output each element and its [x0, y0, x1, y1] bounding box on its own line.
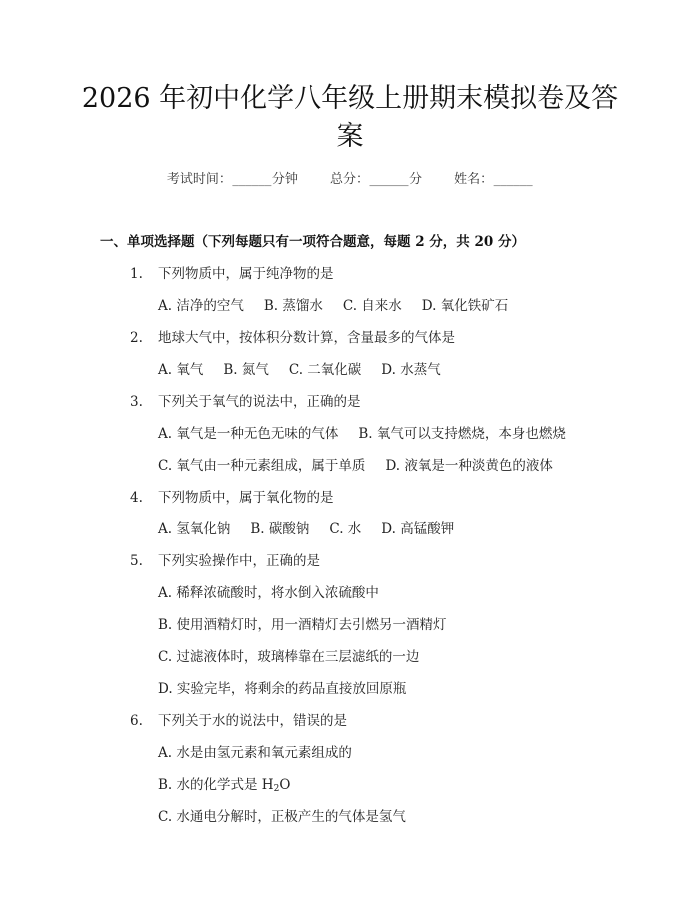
- question-6: [130, 709, 347, 729]
- option-a: A. 稀释浓硫酸时，将水倒入浓硫酸中: [158, 585, 379, 601]
- section-heading: 一、单项选择题（下列每题只有一项符合题意，每题 2 分，共 20 分）: [100, 234, 525, 250]
- page-title: [0, 80, 700, 156]
- question-text: 下列关于水的说法中，错误的是: [158, 713, 347, 729]
- question-text: 下列物质中，属于纯净物的是: [158, 266, 334, 282]
- option-b: B. 蒸馏水: [263, 298, 323, 314]
- question-text: 地球大气中，按体积分数计算，含量最多的气体是: [158, 330, 455, 346]
- formula-tail: O: [279, 777, 291, 793]
- student-name-label: 姓名：: [454, 172, 494, 187]
- option-b-text: B. 水的化学式是 H: [158, 777, 274, 793]
- question-number: 5.: [130, 553, 143, 569]
- option-c: C. 氧气由一种元素组成，属于单质: [158, 458, 366, 474]
- option-a: A. 氢氧化钠: [158, 521, 231, 537]
- question-2-options: [158, 358, 461, 378]
- question-1-options: [158, 294, 528, 314]
- question-number: 6.: [130, 713, 143, 729]
- total-score-field: [330, 168, 422, 187]
- option-b: B. 使用酒精灯时，用一酒精灯去引燃另一酒精灯: [158, 617, 447, 633]
- question-4-options: [158, 517, 474, 537]
- option-d: D. 氧化铁矿石: [421, 298, 509, 314]
- question-number: 2.: [130, 330, 143, 346]
- option-b: B. 氮气: [223, 362, 269, 378]
- question-4: [130, 486, 334, 506]
- question-3-options-row-1: [158, 422, 586, 442]
- option-c: C. 水通电分解时，正极产生的气体是氢气: [158, 809, 406, 825]
- exam-info-line: [0, 168, 700, 187]
- question-2: [130, 326, 455, 346]
- exam-time-field: [167, 168, 298, 187]
- question-number: 1.: [130, 266, 143, 282]
- formula-subscript: 2: [273, 784, 280, 794]
- option-b: B. 氧气可以支持燃烧，本身也燃烧: [358, 426, 566, 442]
- total-score-label: 总分：: [329, 172, 369, 187]
- option-d: D. 实验完毕，将剩余的药品直接放回原瓶: [158, 681, 407, 697]
- student-name-field: [454, 168, 533, 187]
- option-d: D. 高锰酸钾: [381, 521, 455, 537]
- question-3-options-row-2: [158, 454, 573, 474]
- option-d: D. 水蒸气: [381, 362, 441, 378]
- option-a: A. 氧气是一种无色无味的气体: [158, 426, 339, 442]
- question-text: 下列关于氧气的说法中，正确的是: [158, 394, 361, 410]
- option-c: C. 自来水: [342, 298, 402, 314]
- option-a: A. 氧气: [158, 362, 204, 378]
- option-a: A. 洁净的空气: [158, 298, 244, 314]
- student-name-blank: ______: [493, 172, 533, 187]
- option-c: C. 过滤液体时，玻璃棒靠在三层滤纸的一边: [158, 649, 420, 665]
- title-line-2: 案: [336, 121, 364, 152]
- question-1: [130, 262, 334, 282]
- exam-time-unit: 分钟: [271, 172, 298, 187]
- option-b: [158, 773, 290, 794]
- question-number: 4.: [130, 490, 143, 506]
- question-5: [130, 549, 320, 569]
- question-number: 3.: [130, 394, 143, 410]
- question-text: 下列实验操作中，正确的是: [158, 553, 320, 569]
- exam-time-label: 考试时间：: [166, 172, 232, 187]
- total-score-unit: 分: [409, 172, 423, 187]
- option-b: B. 碳酸钠: [250, 521, 310, 537]
- exam-time-blank: ______: [232, 172, 272, 187]
- title-line-1: 2026 年初中化学八年级上册期末模拟卷及答: [81, 83, 619, 114]
- question-text: 下列物质中，属于氧化物的是: [158, 490, 334, 506]
- option-a: A. 水是由氢元素和氧元素组成的: [158, 745, 352, 761]
- option-c: C. 水: [329, 521, 362, 537]
- option-c: C. 二氧化碳: [288, 362, 362, 378]
- total-score-blank: ______: [369, 172, 409, 187]
- question-3: [130, 390, 361, 410]
- option-d: D. 液氧是一种淡黄色的液体: [385, 458, 553, 474]
